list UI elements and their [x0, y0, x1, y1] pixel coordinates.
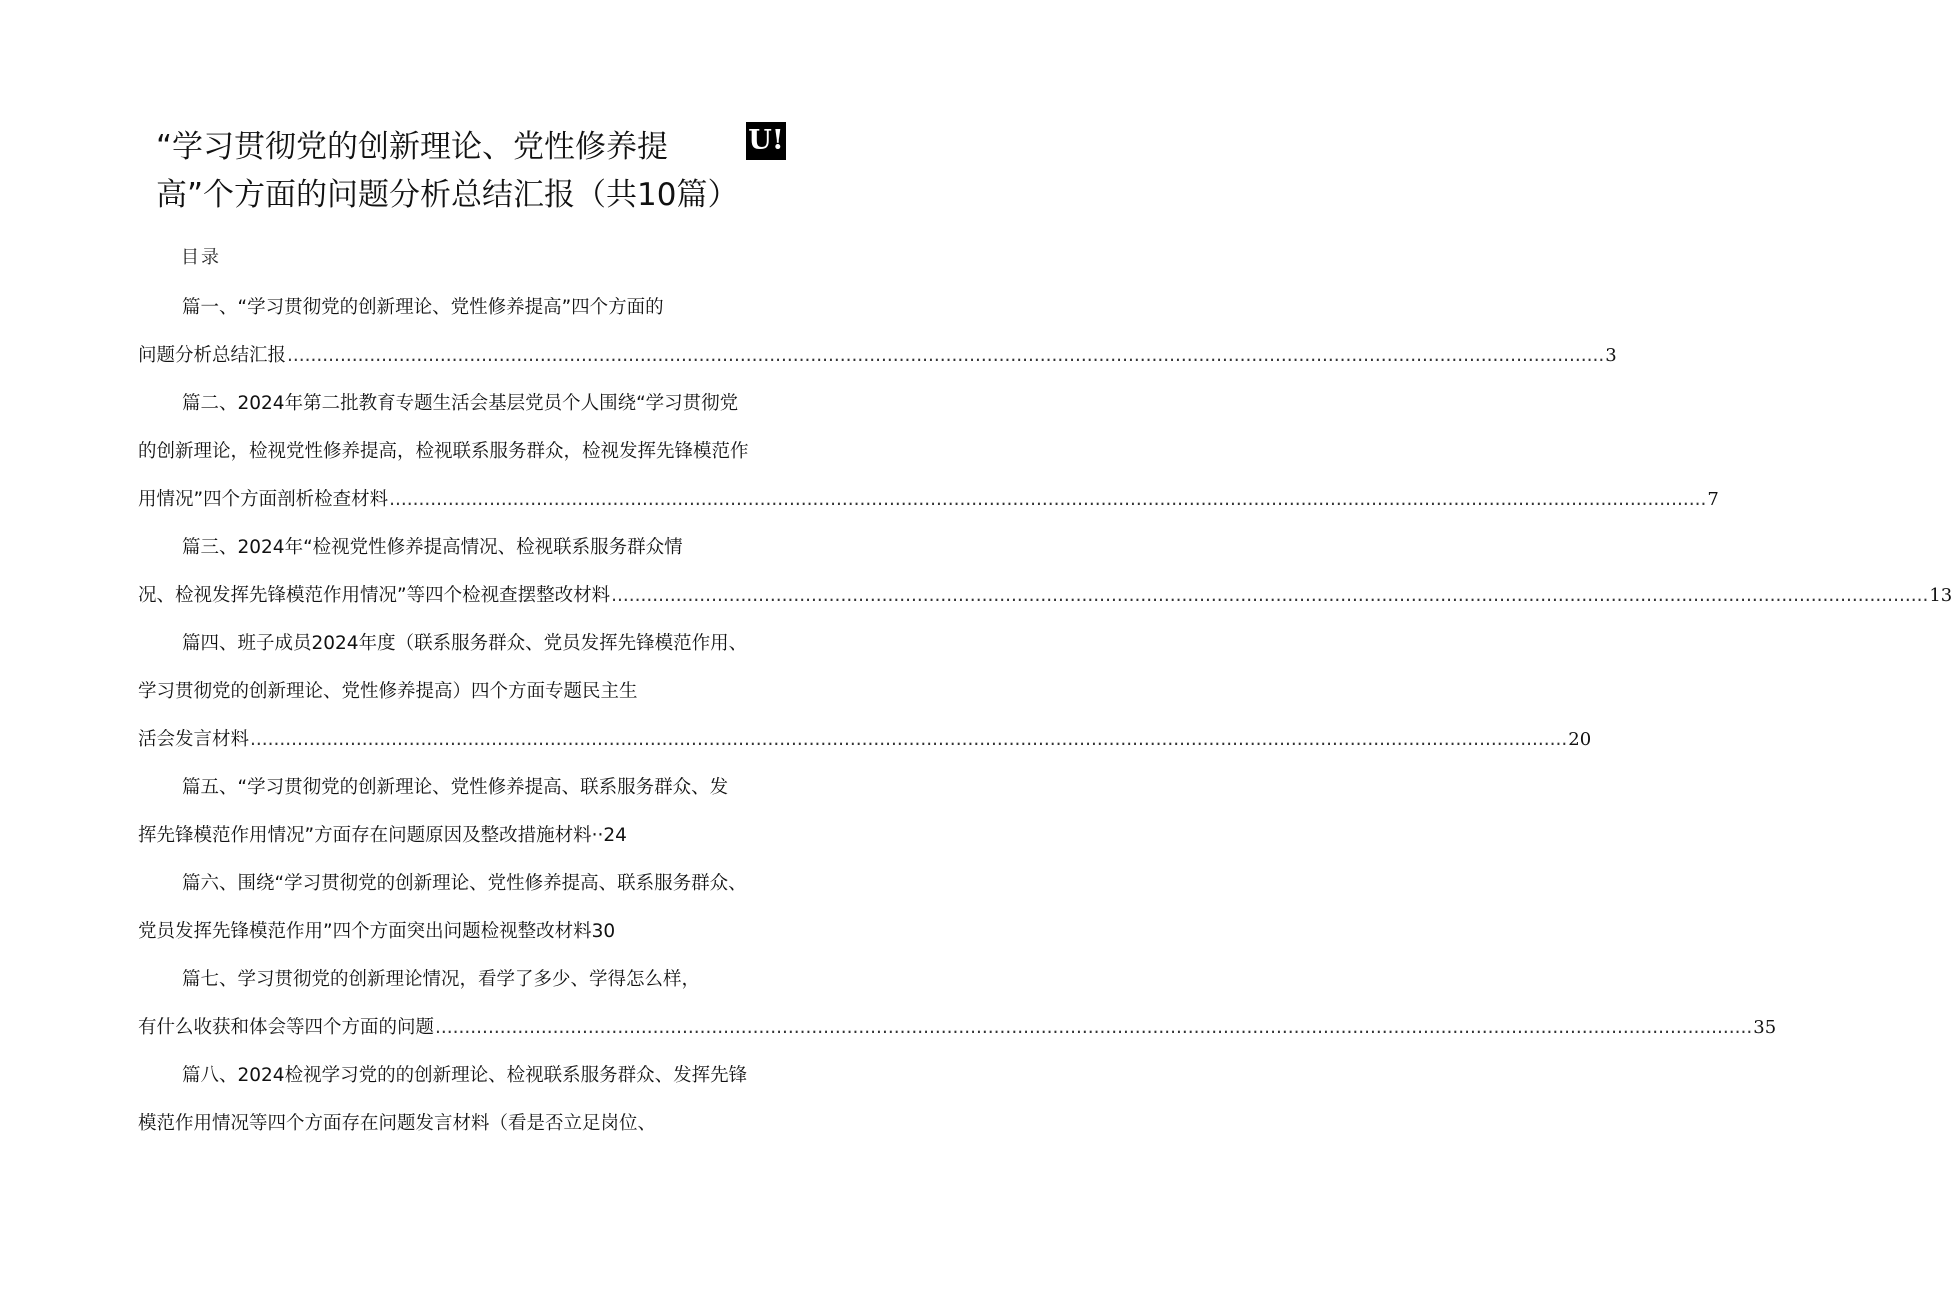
toc-entry-2-text: 用情况”四个方面剖析检查材料 [138, 489, 389, 510]
toc-entry-6-last-line[interactable]: 党员发挥先锋模范作用”四个方面突出问题检视整改材料30 [138, 921, 616, 942]
toc-entry-3-last-line[interactable] [138, 583, 1952, 609]
toc-entry-1-last-line[interactable] [138, 343, 1617, 369]
toc-entry-2-line-1[interactable]: 篇二、2024年第二批教育专题生活会基层党员个人围绕“学习贯彻党 [182, 393, 739, 414]
toc-entry-8-line-2[interactable]: 模范作用情况等四个方面存在问题发言材料（看是否立足岗位、 [138, 1113, 657, 1134]
corner-badge: U! [746, 122, 786, 160]
toc-entry-8-line-1[interactable]: 篇八、2024检视学习党的的创新理论、检视联系服务群众、发挥先锋 [182, 1065, 748, 1086]
toc-entry-3-page: 13 [1929, 585, 1952, 606]
toc-entry-2-line-2[interactable]: 的创新理论，检视党性修养提高，检视联系服务群众，检视发挥先锋模范作 [138, 441, 749, 462]
toc-entry-2-last-line[interactable] [138, 487, 1719, 513]
document-title-line-2: 高”个方面的问题分析总结汇报（共10篇） [156, 177, 739, 213]
toc-entry-7-line-1[interactable]: 篇七、学习贯彻党的创新理论情况，看学了多少、学得怎么样， [182, 969, 701, 990]
toc-entry-5-last-line[interactable]: 挥先锋模范作用情况”方面存在问题原因及整改措施材料··24 [138, 825, 627, 846]
toc-entry-7-text: 有什么收获和体会等四个方面的问题 [138, 1017, 435, 1038]
toc-entry-4-text: 活会发言材料 [138, 729, 250, 750]
toc-entry-3-text: 况、检视发挥先锋模范作用情况”等四个检视查摆整改材料 [138, 585, 611, 606]
toc-leader-dots: ................................................................................................................................................................................................................................ [389, 489, 1707, 510]
toc-heading: 目录 [181, 247, 221, 268]
toc-entry-2-page: 7 [1707, 489, 1719, 510]
toc-entry-4-line-1[interactable]: 篇四、班子成员2024年度（联系服务群众、党员发挥先锋模范作用、 [182, 633, 748, 654]
toc-entry-4-page: 20 [1568, 729, 1592, 750]
toc-entry-7-last-line[interactable] [138, 1015, 1777, 1041]
toc-entry-6-line-1[interactable]: 篇六、围绕“学习贯彻党的创新理论、党性修养提高、联系服务群众、 [182, 873, 747, 894]
toc-leader-dots: ................................................................................................................................................................................................................................ [250, 729, 1568, 750]
toc-leader-dots: ................................................................................................................................................................................................................................ [287, 345, 1605, 366]
toc-entry-5-line-1[interactable]: 篇五、“学习贯彻党的创新理论、党性修养提高、联系服务群众、发 [182, 777, 729, 798]
toc-entry-4-last-line[interactable] [138, 727, 1592, 753]
toc-entry-1-text: 问题分析总结汇报 [138, 345, 287, 366]
toc-entry-7-page: 35 [1753, 1017, 1777, 1038]
document-title-line-1: “学习贯彻党的创新理论、党性修养提 [156, 129, 669, 165]
toc-leader-dots: ................................................................................................................................................................................................................................ [611, 585, 1929, 606]
toc-entry-1-page: 3 [1605, 345, 1617, 366]
toc-leader-dots: ................................................................................................................................................................................................................................ [435, 1017, 1753, 1038]
toc-entry-4-line-2[interactable]: 学习贯彻党的创新理论、党性修养提高）四个方面专题民主生 [138, 681, 638, 702]
toc-entry-3-line-1[interactable]: 篇三、2024年“检视党性修养提高情况、检视联系服务群众情 [182, 537, 683, 558]
toc-entry-1-line-1[interactable]: 篇一、“学习贯彻党的创新理论、党性修养提高”四个方面的 [182, 297, 664, 318]
